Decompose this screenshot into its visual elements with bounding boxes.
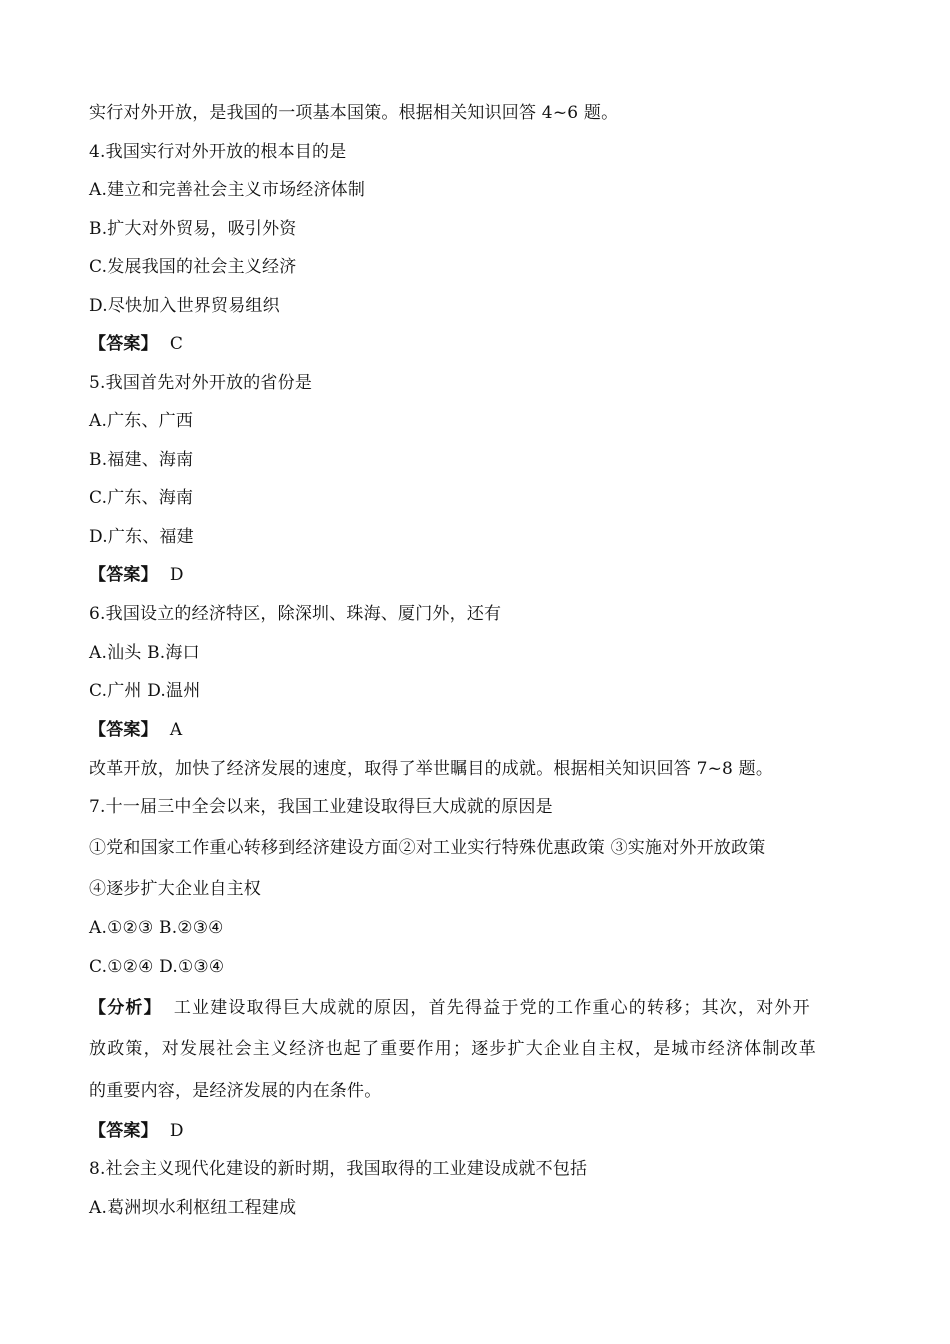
question-7-answer [89,1121,184,1141]
question-5-option-d: D.广东、福建 [89,527,194,547]
analysis-label: 【分析】 [89,998,162,1018]
question-7-options-ab: A.①②③ B.②③④ [89,918,224,938]
analysis-text: 工业建设取得巨大成就的原因，首先得益于党的工作重心的转移；其次，对外开 [173,998,811,1018]
question-5-option-c: C.广东、海南 [89,488,194,508]
question-5-option-b: B.福建、海南 [89,450,194,470]
question-7-statements: ①党和国家工作重心转移到经济建设方面②对工业实行特殊优惠政策 ③实施对外开放政策 [89,838,766,858]
answer-value: A [169,720,183,740]
answer-label: 【答案】 [89,565,158,585]
answer-label: 【答案】 [89,334,158,354]
question-5-answer [89,565,184,585]
intro-paragraph-7-8: 改革开放，加快了经济发展的速度，取得了举世瞩目的成就。根据相关知识回答 7~8 题。 [89,759,774,779]
question-7-analysis-line-3: 的重要内容，是经济发展的内在条件。 [89,1081,382,1101]
answer-value: C [169,334,184,354]
question-5: 5.我国首先对外开放的省份是 [89,373,313,393]
question-8-option-a: A.葛洲坝水利枢纽工程建成 [89,1198,297,1218]
question-7-analysis [89,998,811,1018]
question-8: 8.社会主义现代化建设的新时期，我国取得的工业建设成就不包括 [89,1159,588,1179]
question-6-options-ab: A.汕头 B.海口 [89,643,200,663]
answer-label: 【答案】 [89,1121,158,1141]
question-4-option-d: D.尽快加入世界贸易组织 [89,296,280,316]
question-7-statement-4: ④逐步扩大企业自主权 [89,879,261,899]
question-6-answer [89,720,182,740]
question-4: 4.我国实行对外开放的根本目的是 [89,142,347,162]
intro-paragraph-4-6: 实行对外开放，是我国的一项基本国策。根据相关知识回答 4~6 题。 [89,103,619,123]
question-4-answer [89,334,183,354]
question-4-option-c: C.发展我国的社会主义经济 [89,257,297,277]
answer-value: D [169,1121,184,1141]
question-5-option-a: A.广东、广西 [89,411,194,431]
answer-value: D [169,565,184,585]
question-7-options-cd: C.①②④ D.①③④ [89,957,225,977]
question-4-option-b: B.扩大对外贸易，吸引外资 [89,219,297,239]
question-6-options-cd: C.广州 D.温州 [89,681,201,701]
question-6: 6.我国设立的经济特区，除深圳、珠海、厦门外，还有 [89,604,502,624]
answer-label: 【答案】 [89,720,158,740]
question-4-option-a: A.建立和完善社会主义市场经济体制 [89,180,366,200]
question-7: 7.十一届三中全会以来，我国工业建设取得巨大成就的原因是 [89,797,553,817]
question-7-analysis-line-2: 放政策，对发展社会主义经济也起了重要作用；逐步扩大企业自主权，是城市经济体制改革 [89,1039,817,1059]
